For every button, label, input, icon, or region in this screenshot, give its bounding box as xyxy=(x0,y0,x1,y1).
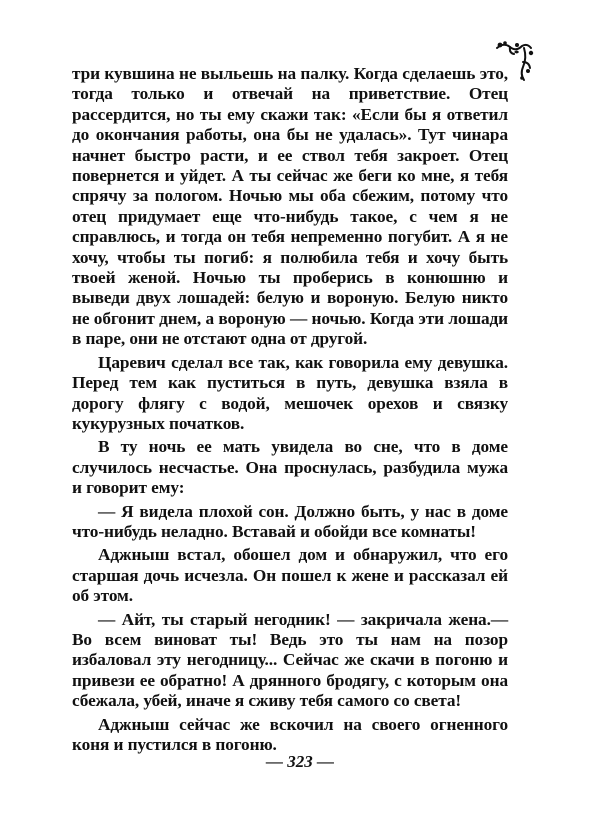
page-number: — 323 — xyxy=(266,752,334,771)
paragraph: Царевич сделал все так, как говорила ему девушка. Перед тем как пуститься в путь, девушка взяла в дорогу флягу с водой, мешочек орехов и связку кукурузных початков. xyxy=(72,352,508,433)
paragraph: Аджныш встал, обошел дом и обнаружил, что его старшая дочь исчезла. Он пошел к жене и рассказал ей об этом. xyxy=(72,545,508,606)
paragraph: три кувшина не выльешь на палку. Когда сделаешь это, тогда только и отвечай на приветствие. Отец рассердится, но ты ему скажи так: «Если бы я ответил до окончания работы, она бы не удалась». Тут чинара начнет быстро расти, и ее ствол тебя закроет. Отец повернется и уйдет. А ты сейчас же беги ко мне, я тебя спрячу за пологом. Ночью мы оба сбежим, потому что отец придумает еще что-нибудь такое, с чем я не справлюсь, и тогда он тебя непременно погубит. А я не хочу, чтобы ты погиб: я полюбила тебя и хочу быть твоей женой. Ночью ты проберись в конюшню и выведи двух лошадей: белую и вороную. Белую никто не обгонит днем, а вороную — ночью. Когда эти лошади в паре, они не отстают одна от другой. xyxy=(72,64,508,349)
paragraph: — Я видела плохой сон. Должно быть, у нас в доме что-нибудь неладно. Вставай и обойди все комнаты! xyxy=(72,501,508,541)
body-text xyxy=(72,64,508,755)
paragraph: Аджныш сейчас же вскочил на своего огненного коня и пустился в погоню. xyxy=(72,714,508,754)
paragraph: — Айт, ты старый негодник! — закричала жена.— Во всем виноват ты! Ведь это ты нам на позор избаловал эту негодницу... Сейчас же скачи в погоню и привези ее обратно! А дрянного бродягу, с которым она сбежала, убей, иначе я сживу тебя самого со света! xyxy=(72,609,508,711)
paragraph: В ту ночь ее мать увидела во сне, что в доме случилось несчастье. Она проснулась, разбудила мужа и говорит ему: xyxy=(72,437,508,498)
